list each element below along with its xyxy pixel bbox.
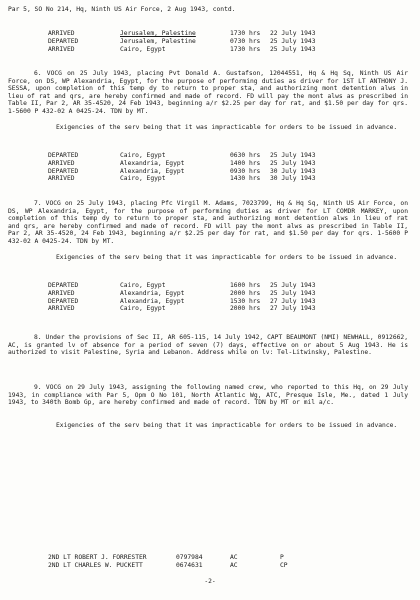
crew-list <box>48 554 288 570</box>
table-row: DEPARTED Cairo, Egypt 0630 hrs 25 July 1943 <box>48 152 316 159</box>
paragraph-7: 7. VOCG on 25 July 1943, placing Pfc Virgil M. Adams, 7023799, Hq & Hq Sq, Ninth US Air Force, on DS, WP Alexandria, Egypt, for the purpose of performing duties as driver for LT COMDR MARKEY, upon completion of this temp dy to return to proper sta, and authorizing mont detention alws in lieu of rat and qrs, are hereby confirmed and made of record. FD will pay the mont alws as prescribed in Table II, Par 2, AR 35-4520, 24 Feb 1943, beginning a/r $2.25 per day for rat, and $1.50 per day for qrs. 1-5600 P 432-02 A 0425-24. TDN by MT. <box>8 200 408 245</box>
paragraph-6: 6. VOCG on 25 July 1943, placing Pvt Donald A. Gustafson, 12044551, Hq & Hq Sq, Ninth US Air Force, on DS, WP Alexandria, Egypt, for the purpose of performing duties as driver for 1ST LT ANTHONY J. SESSA, upon completion of this temp dy to return to proper sta, and authorizing mont detention alws in lieu of rat and qrs, are hereby confirmed and made of record. FD will pay the mont alws as prescribed in Table II, Par 2, AR 35-4520, 24 Feb 1943, beginning a/r $2.25 per day for rat, and $1.50 per day for qrs. 1-5600 P 432-02 A 0425-24. TDN by MT. <box>8 70 408 115</box>
paragraph-9: 9. VOCG on 29 July 1943, assigning the following named crew, who reported to this Hq, on 29 July 1943, in compliance with Par 5, Opm O No 101, North Atlantic Wg, ATC, Presque Isle, Me., dated 1 July 1943, to 340th Bomb Gp, are hereby confirmed and made of record. TDN by MT or mil a/c. <box>8 384 408 407</box>
travel-table-3 <box>48 282 350 313</box>
table-row: ARRIVED Cairo, Egypt 1730 hrs 25 July 1943 <box>48 45 316 53</box>
table-row: DEPARTED Alexandria, Egypt 1530 hrs 27 July 1943 <box>48 297 316 305</box>
table-row: ARRIVED Jerusalem, Palestine 1730 hrs 22 July 1943 <box>48 30 316 37</box>
table-row: DEPARTED Alexandria, Egypt 0930 hrs 30 July 1943 <box>48 167 316 175</box>
travel-table-1 <box>48 30 350 53</box>
table-row: DEPARTED Jerusalem, Palestine 0730 hrs 25 July 1943 <box>48 37 316 45</box>
table-row: DEPARTED Cairo, Egypt 1600 hrs 25 July 1943 <box>48 282 316 289</box>
table-row: ARRIVED Cairo, Egypt 1430 hrs 30 July 1943 <box>48 175 316 183</box>
list-item: 2ND LT ROBERT J. FORRESTER 0797984 AC P <box>48 554 284 561</box>
paragraph-8: 8. Under the provisions of Sec II, AR 605-115, 14 July 1942, CAPT BEAUMONT (NMI) NEWHALL, 0912662, AC, is granted lv of absence for a period of seven (7) days, effective on or about 5 Aug 1943. He is authorized to visit Palestine, Syria and Lebanon. Address while on lv: Tel-Litwinsky, Palestine. <box>8 334 408 357</box>
page-header: Par 5, SO No 214, Hq, Ninth US Air Force, 2 Aug 1943, contd. <box>8 6 236 13</box>
table-row: ARRIVED Alexandria, Egypt 2000 hrs 25 July 1943 <box>48 289 316 297</box>
table-row: ARRIVED Alexandria, Egypt 1400 hrs 25 July 1943 <box>48 159 316 167</box>
travel-table-2 <box>48 152 350 183</box>
list-item: 2ND LT CHARLES W. PUCKETT 0674631 AC CP <box>48 561 288 569</box>
table-row: ARRIVED Cairo, Egypt 2000 hrs 27 July 1943 <box>48 305 316 313</box>
exigencies-7: Exigencies of the serv being that it was impracticable for orders to be issued in advance. <box>56 254 398 261</box>
exigencies-9: Exigencies of the serv being that it was impracticable for orders to be issued in advance. <box>56 422 398 429</box>
exigencies-6: Exigencies of the serv being that it was impracticable for orders to be issued in advance. <box>56 124 398 131</box>
page-number: -2- <box>204 578 216 585</box>
